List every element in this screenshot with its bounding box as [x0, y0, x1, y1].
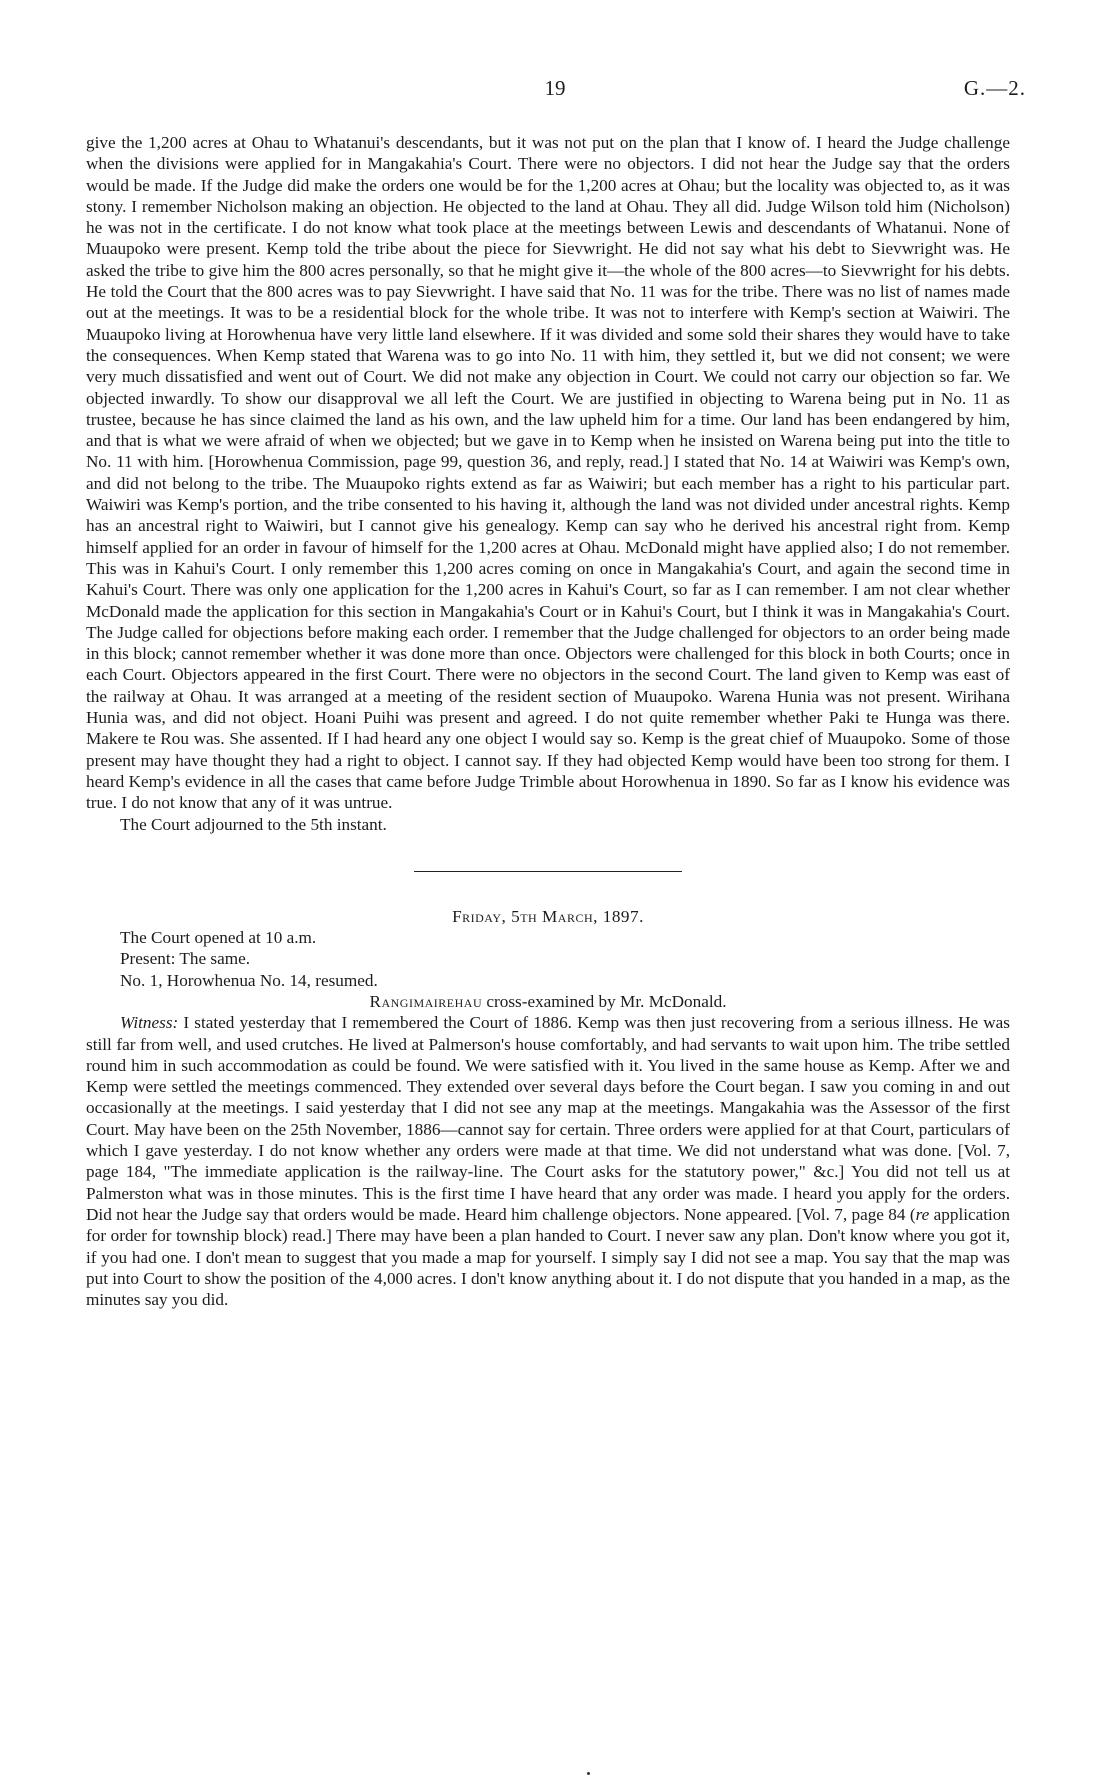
date-heading: Friday, 5th March, 1897.: [452, 906, 644, 926]
evidence-paragraph: give the 1,200 acres at Ohau to Whatanui's descendants, but it was not put on the plan that I know of. I heard the Judge challenge when the divisions were applied for in Mangakahia's Court. There were no objectors. I did not hear the Judge say that the orders would be made. If the Judge did make the orders one would be for the 1,200 acres at Ohau; but the locality was objected to, as it was stony. I remember Nicholson making an objection. He objected to the land at Ohau. They all did. Judge Wilson told him (Nicholson) he was not in the certificate. I do not know what took place at the meetings between Lewis and descendants of Whatanui. None of Muaupoko were present. Kemp told the tribe about the piece for Sievwright. He did not say what his debt to Sievwright was. He asked the tribe to give him the 800 acres personally, so that he might give it—the whole of the 800 acres—to Sievwright for his debts. He told the Court that the 800 acres was to pay Sievwright. I have said that No. 11 was for the tribe. There was no list of names made out at the meetings. It was to be a residential block for the whole tribe. It was not to interfere with Kemp's section at Waiwiri. The Muaupoko living at Horowhenua have very little land elsewhere. If it was divided and some sold their shares they would have to take the consequences. When Kemp stated that Warena was to go into No. 11 with him, they settled it, but we did not consent; we were very much dissatisfied and went out of Court. We did not make any objection in Court. We could not carry our objection so far. We objected inwardly. To show our disapproval we all left the Court. We are justified in objecting to Warena being put in No. 11 as trustee, because he has since claimed the land as his own, and the law upheld him for a time. Our land has been endangered by him, and that is what we were afraid of when we objected; but we gave in to Kemp when he insisted on Warena being put into the title to No. 11 with him. [Horowhenua Commission, page 99, question 36, and reply, read.] I stated that No. 14 at Waiwiri was Kemp's own, and did not belong to the tribe. The Muaupoko rights extend as far as Waiwiri; but each member has a right to his particular part. Waiwiri was Kemp's portion, and the tribe consented to his having it, although the land was not divided under ancestral rights. Kemp has an ancestral right to Waiwiri, but I cannot give his genealogy. Kemp can say who he derived his ancestral right from. Kemp himself applied for an order in favour of himself for the 1,200 acres at Ohau. McDonald might have applied also; I do not remember. This was in Kahui's Court. I only remember this 1,200 acres coming on once in Mangakahia's Court, and again the second time in Kahui's Court. There was only one application for the 1,200 acres in Kahui's Court, so far as I can remember. I am not clear whether McDonald made the application for this section in Mangakahia's Court or in Kahui's Court, but I think it was in Mangakahia's Court. The Judge called for objections before making each order. I remember that the Judge challenged for objectors to an order being made in this block; cannot remember whether it was done more than once. Objectors were challenged for this block in both Courts; once in each Court. Objectors appeared in the first Court. There were no objectors in the second Court. The land given to Kemp was east of the railway at Ohau. It was arranged at a meeting of the resident section of Muaupoko. Warena Hunia was not present. Wirihana Hunia was, and did not object. Hoani Puihi was present and agreed. I do not quite remember whether Paki te Hunga was there. Makere te Rou was. She assented. If I had heard any one object I would say so. Kemp is the great chief of Muaupoko. Some of those present may have thought they had a right to object. I cannot say. If they had objected Kemp would have been too strong for them. I heard Kemp's evidence in all the cases that came before Judge Trimble about Horowhenua in 1890. So far as I know his evidence was true. I do not know that any of it was untrue.: [86, 133, 1010, 813]
case-resumed-line: No. 1, Horowhenua No. 14, resumed.: [120, 970, 378, 990]
document-reference: G.—2.: [963, 76, 1026, 100]
witness-testimony-text: I stated yesterday that I remembered the Court of 1886. Kemp was then just recovering from a serious illness. He was still far from well, and used crutches. He lived at Palmerson's house comfortably, and had servants to wait upon him. The tribe settled round him in such accommodation as could be found. We were satisfied with it. You lived in the same house as Kemp. After we and Kemp were settled the meetings commenced. They extended over several days before the Court began. I saw you coming in and out occasionally at the meetings. I said yesterday that I did not see any map at the meetings. Mangakahia was the Assessor of the first Court. May have been on the 25th November, 1886—cannot say for certain. Three orders were applied for at that Court, particulars of which I gave yesterday. I do not know whether any orders were made at that time. We did not understand what was done. [Vol. 7, page 184, "The immediate application is the railway-line. The Court asks for the statutory power," &c.] You did not tell us at Palmerston what was in those minutes. This is the first time I have heard that any order was made. I heard you apply for the orders. Did not hear the Judge say that orders would be made. Heard him challenge objectors. None appeared. [Vol. 7, page 84 (: [86, 1013, 1010, 1224]
court-opening-block: [86, 927, 1010, 991]
page-number: 19: [544, 76, 566, 100]
print-speck: [587, 1772, 590, 1775]
adjournment-line: The Court adjourned to the 5th instant.: [120, 814, 387, 834]
witness-testimony: [86, 1012, 1010, 1310]
section-divider: [414, 871, 682, 872]
document-body: [86, 132, 1010, 1310]
present-line: Present: The same.: [120, 949, 250, 969]
latin-re: re: [915, 1204, 930, 1224]
court-opened-line: The Court opened at 10 a.m.: [120, 928, 317, 948]
cross-examination-detail: cross-examined by Mr. McDonald.: [482, 991, 727, 1011]
cross-examination-heading: [86, 991, 1010, 1012]
witness-label: Witness:: [120, 1013, 179, 1033]
witness-testimony-text-continued: application for order for township block) read.] There may have been a plan handed to Court. I never saw any plan. Don't know where you got it, if you had one. I don't mean to suggest that you made a map for yourself. I simply say I did not see a map. You say that the map was put into Court to show the position of the 4,000 acres. I don't know anything about it. I do not dispute that you handed in a map, as the minutes say you did.: [86, 1204, 1010, 1310]
witness-name: Rangimairehau: [369, 991, 483, 1011]
